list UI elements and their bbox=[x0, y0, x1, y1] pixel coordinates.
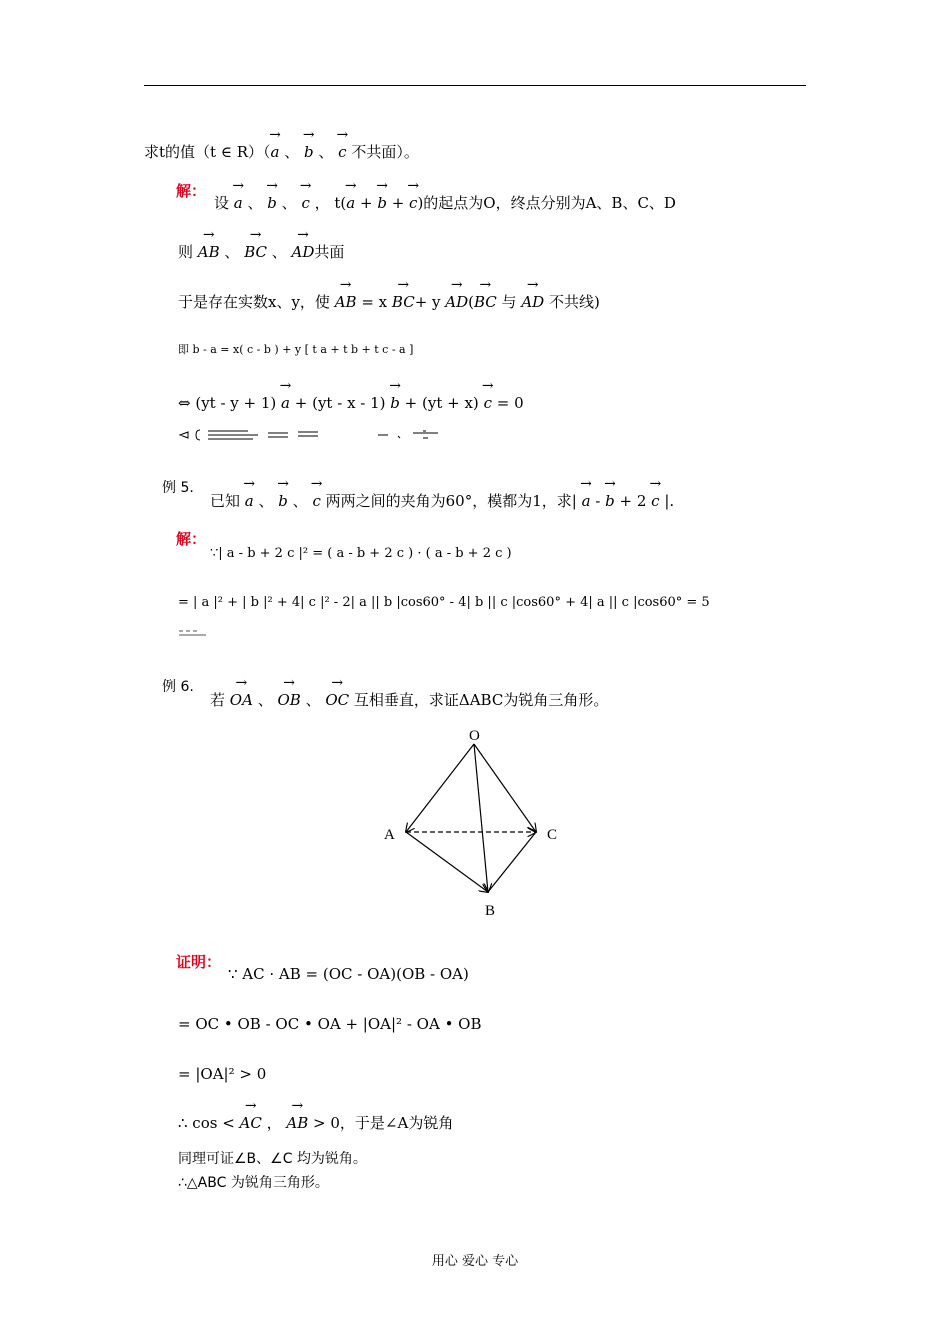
vector-c: → c bbox=[338, 143, 346, 161]
proof-line-2 bbox=[178, 1015, 482, 1033]
proof-line-6 bbox=[178, 1174, 329, 1192]
vector: → a bbox=[245, 492, 254, 510]
text: ⇔ (yt - y + 1) bbox=[178, 394, 282, 412]
label-A: A bbox=[384, 827, 395, 843]
solution-line-4 bbox=[178, 341, 413, 359]
text: + (yt - x - 1) bbox=[290, 394, 391, 412]
vector: → b bbox=[605, 492, 615, 510]
vector: → BC bbox=[474, 293, 497, 311]
vector: → OA bbox=[230, 691, 253, 709]
vector: → b bbox=[267, 194, 277, 212]
text: + (yt + x) bbox=[399, 394, 484, 412]
edge-OA bbox=[406, 744, 474, 832]
text: 、 bbox=[252, 691, 278, 709]
text: 于是存在实数x、y，使 bbox=[178, 293, 335, 311]
vector: → c bbox=[301, 194, 309, 212]
text: 互相垂直，求证ΔABC为锐角三角形。 bbox=[349, 691, 609, 709]
page-footer: 用心 爱心 专心 bbox=[431, 1254, 519, 1269]
vector: → AD bbox=[521, 293, 544, 311]
garbled-small-text bbox=[178, 628, 208, 638]
text: = |OA|² > 0 bbox=[178, 1065, 267, 1083]
text: |. bbox=[659, 492, 675, 510]
vector-b: → b bbox=[304, 143, 314, 161]
vector: → c bbox=[409, 194, 417, 212]
proof-line-1 bbox=[228, 965, 469, 983]
sep: 、 bbox=[279, 143, 304, 161]
tetrahedron-figure bbox=[370, 722, 580, 922]
text: 与 bbox=[496, 293, 522, 311]
vector: → AD bbox=[292, 243, 315, 261]
text: = 0 bbox=[491, 394, 524, 412]
edge-OC bbox=[474, 744, 536, 832]
header-rule bbox=[144, 85, 806, 86]
text: ， t( bbox=[309, 194, 347, 212]
text: 即 b - a = x( c - b ) + y [ t a + t b + t c - a ] bbox=[178, 343, 414, 356]
edge-AB bbox=[406, 832, 488, 892]
vector: → c bbox=[484, 394, 492, 412]
edge-OB bbox=[474, 744, 488, 892]
vector: → AD bbox=[445, 293, 468, 311]
text: 已知 bbox=[210, 492, 245, 510]
text: = x bbox=[356, 293, 392, 311]
vector: → BC bbox=[392, 293, 415, 311]
example-5-solution-line-1 bbox=[210, 545, 512, 563]
solution-line-3 bbox=[178, 293, 600, 311]
text: 不共线) bbox=[544, 293, 600, 311]
text: ， bbox=[261, 1114, 282, 1132]
example-6-text bbox=[210, 691, 608, 709]
proof-line-5 bbox=[178, 1150, 367, 1168]
solution-label: 解： bbox=[176, 182, 207, 200]
vector: → a bbox=[582, 492, 591, 510]
vector: → b bbox=[278, 492, 288, 510]
text: = OC • OB - OC • OA + |OA|² - OA • OB bbox=[178, 1015, 482, 1033]
vector-AB: → AB bbox=[286, 1114, 308, 1132]
example-5-label: 例 5. bbox=[162, 480, 194, 496]
example-5-solution-label: 解： bbox=[176, 530, 207, 548]
solution-line-2: 则 → AB 、 → BC 、 → AD共面 bbox=[178, 243, 344, 261]
intro-tail: 不共面）。 bbox=[346, 143, 419, 161]
vector: → c bbox=[651, 492, 659, 510]
text: - bbox=[590, 492, 606, 510]
vector: → OB bbox=[277, 691, 300, 709]
intro-text: 求t的值（t ∈ R）（ bbox=[144, 143, 271, 161]
label-B: B bbox=[485, 903, 496, 919]
proof-label: 证明： bbox=[176, 953, 222, 971]
text: 、 bbox=[300, 691, 326, 709]
text: + y bbox=[414, 293, 446, 311]
example-5-text: 已知 → a 、 → b 、 → c 两两之间的夹角为60°，模都为1，求| → a - → b + 2 → c |. bbox=[210, 492, 674, 510]
text: + 2 bbox=[614, 492, 652, 510]
text: 两两之间的夹角为60°，模都为1，求| bbox=[320, 492, 582, 510]
text: 设 bbox=[214, 194, 234, 212]
text: 则 bbox=[178, 243, 198, 261]
text: 同理可证∠B、∠C 均为锐角。 bbox=[178, 1151, 367, 1167]
proof-line-4 bbox=[178, 1114, 453, 1132]
sep: 、 bbox=[313, 143, 339, 161]
example-6-label: 例 6. bbox=[162, 679, 194, 695]
vector: → a bbox=[234, 194, 243, 212]
vector: → a bbox=[346, 194, 355, 212]
text: > 0，于是∠A为锐角 bbox=[308, 1114, 454, 1132]
vector: → a bbox=[281, 394, 290, 412]
text: ( bbox=[468, 293, 474, 311]
vector: → AB bbox=[335, 293, 357, 311]
text: = | a |² + | b |² + 4| c |² - 2| a || b |cos60° - 4| b || c |cos60° + 4| a || c |cos60° = 5 bbox=[178, 595, 710, 610]
vector: → b bbox=[390, 394, 400, 412]
text: )的起点为O，终点分别为A、B、C、D bbox=[417, 194, 676, 212]
example-5-solution-line-2 bbox=[178, 594, 710, 612]
proof-line-3 bbox=[178, 1065, 266, 1083]
text: ∵| a - b + 2 c |² = ( a - b + 2 c ) · ( a - b + 2 c ) bbox=[210, 546, 512, 561]
garbled-system-equation bbox=[178, 428, 458, 442]
label-O: O bbox=[469, 728, 480, 744]
edge-CB bbox=[488, 832, 536, 892]
text: 共面 bbox=[314, 243, 345, 261]
vector: → BC bbox=[244, 243, 267, 261]
vector: → AB bbox=[198, 243, 220, 261]
solution-line-1: 设 → a 、 → b 、 → c ， t(→ a + → b + → c)的起点为O，终点分别为A、B、C、D bbox=[214, 194, 676, 212]
intro-line bbox=[144, 143, 419, 161]
vector: → OC bbox=[325, 691, 349, 709]
text: ∵ AC · AB = (OC - OA)(OB - OA) bbox=[228, 965, 469, 983]
text: ∴ cos < bbox=[178, 1114, 240, 1132]
text: ∴△ABC 为锐角三角形。 bbox=[178, 1175, 329, 1191]
vector-AC: → AC bbox=[240, 1114, 262, 1132]
solution-line-5 bbox=[178, 394, 524, 412]
vector: → c bbox=[312, 492, 320, 510]
label-C: C bbox=[547, 827, 558, 843]
vector: → b bbox=[377, 194, 387, 212]
text: 若 bbox=[210, 691, 230, 709]
vector-a: → a bbox=[271, 143, 280, 161]
